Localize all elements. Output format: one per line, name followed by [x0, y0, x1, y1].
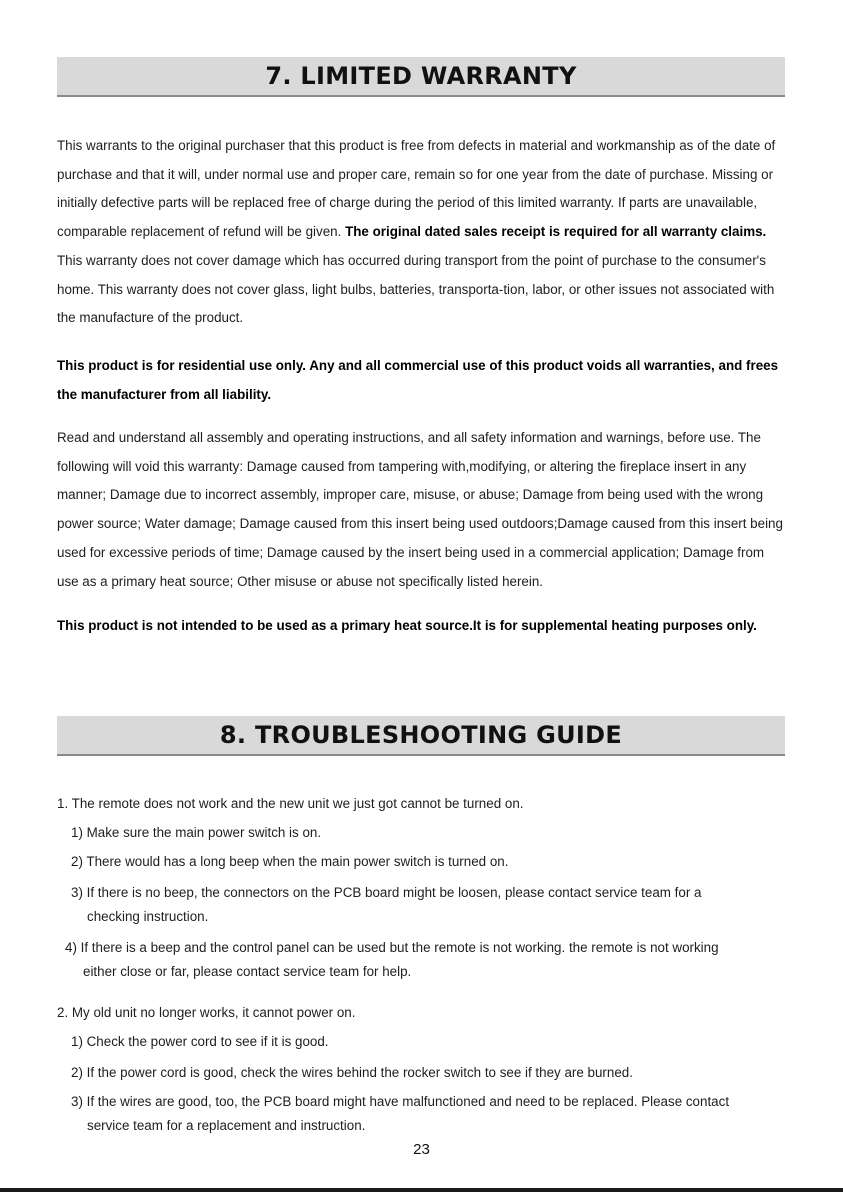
warranty-title: 7. LIMITED WARRANTY	[265, 62, 577, 90]
problem-1-step-4	[65, 936, 719, 984]
problem-1-question: 1. The remote does not work and the new unit we just got cannot be turned on.	[57, 796, 524, 811]
warranty-p1-bold: The original dated sales receipt is required for all warranty claims.	[345, 224, 767, 240]
warranty-p4-bold: This product is not intended to be used as a primary heat source.It is for supplemental heating purposes only.	[57, 618, 757, 633]
problem-2-step-2: 2) If the power cord is good, check the wires behind the rocker switch to see if they are burned.	[71, 1065, 633, 1080]
warranty-p2-bold: This product is for residential use only. Any and all commercial use of this product voids all warranties, and frees the manufacturer from all liability.	[57, 358, 779, 402]
troubleshooting-title: 8. TROUBLESHOOTING GUIDE	[219, 721, 623, 749]
problem-1-step-4-line-1: 4) If there is a beep and the control panel can be used but the remote is not working. the remote is not working	[65, 940, 719, 955]
warranty-p3-text: Read and understand all assembly and operating instructions, and all safety information and warnings, before use. The following will void this warranty: Damage caused from tampering with,modifying, or altering the fireplace insert in any manner; Damage due to incorrect assembly, improper care, misuse, or abuse; Damage from being used with the wrong power source; Water damage; Damage caused from this insert being used outdoors;Damage caused from this insert being used for excessive periods of time; Damage caused by the insert being used in a commercial application; Damage from use as a primary heat source; Other misuse or abuse not specifically listed herein.	[57, 430, 783, 589]
section-heading-troubleshooting	[57, 716, 785, 756]
page-number: 23	[413, 1141, 430, 1158]
problem-1-step-3	[71, 881, 701, 929]
problem-2-step-3-line-2: service team for a replacement and instruction.	[87, 1118, 366, 1133]
warranty-paragraph-1	[57, 132, 785, 333]
problem-2-step-3	[71, 1090, 729, 1138]
bottom-border	[0, 1188, 843, 1192]
problem-1-step-4-line-2: either close or far, please contact service team for help.	[83, 964, 412, 979]
problem-2-step-3-line-1: 3) If the wires are good, too, the PCB board might have malfunctioned and need to be replaced. Please contact	[71, 1094, 730, 1109]
warranty-paragraph-2	[57, 352, 785, 409]
problem-1-step-2: 2) There would has a long beep when the main power switch is turned on.	[71, 854, 509, 869]
warranty-p1-text-a: This warrants to the original purchaser that this product is free from defects in material and workmanship as of the date of purchase and that it will, under normal use and proper care, remain so for one year from the date of purchase. Missing or initially defective parts will be replaced free of charge during the period of this limited warranty. If parts are unavailable, comparable replacement of refund will be given.	[57, 138, 776, 240]
problem-1-step-3-line-1: 3) If there is no beep, the connectors on the PCB board might be loosen, please contact service team for a	[71, 885, 702, 900]
problem-1-step-1: 1) Make sure the main power switch is on.	[71, 825, 322, 840]
problem-1-step-3-line-2: checking instruction.	[87, 909, 209, 924]
problem-2-step-1: 1) Check the power cord to see if it is good.	[71, 1034, 329, 1049]
section-heading-warranty	[57, 57, 785, 97]
warranty-paragraph-3	[57, 424, 785, 596]
problem-2-question: 2. My old unit no longer works, it cannot power on.	[57, 1005, 356, 1020]
warranty-p1-text-b: This warranty does not cover damage which has occurred during transport from the point of purchase to the consumer's home. This warranty does not cover glass, light bulbs, batteries, transporta-tion, labor, or other issues not associated with the manufacture of the product.	[57, 252, 775, 326]
warranty-paragraph-4	[57, 612, 785, 641]
